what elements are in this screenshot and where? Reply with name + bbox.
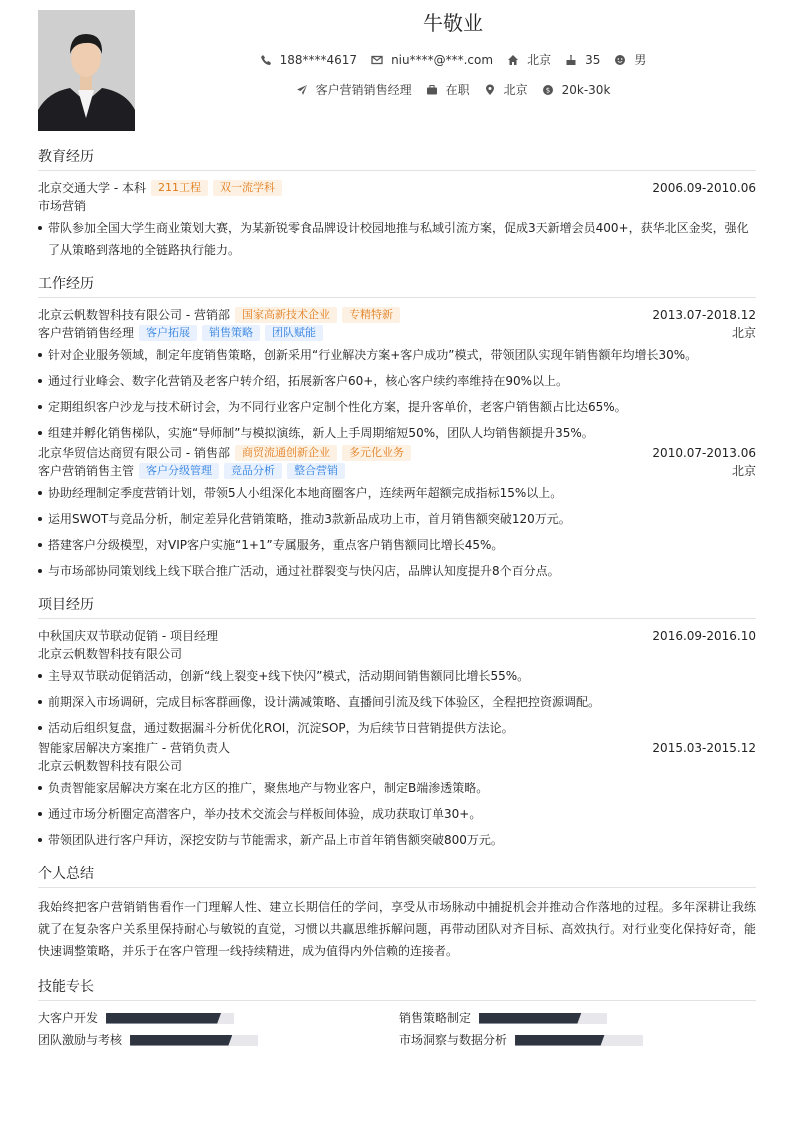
work-entry xyxy=(38,444,756,582)
phone-item xyxy=(260,53,357,67)
list-item: 通过市场分析圈定高潜客户，举办技术交流会与样板间体验，成功获取订单30+。 xyxy=(38,803,756,825)
work-location: 北京 xyxy=(731,326,756,340)
send-icon xyxy=(296,84,308,96)
role-tag: 团队赋能 xyxy=(265,325,323,341)
projects-section xyxy=(38,596,756,851)
list-item: 活动后组织复盘，通过数据漏斗分析优化ROI，沉淀SOP，为后续节日营销提供方法论。 xyxy=(38,717,756,739)
role-tag: 客户分级管理 xyxy=(139,463,219,479)
email-item xyxy=(371,53,493,67)
education-section xyxy=(38,148,756,261)
list-item: 前期深入市场调研，完成目标客群画像，设计满减策略、直播间引流及线下体验区，全程把控资源调配。 xyxy=(38,691,756,713)
section-title-education: 教育经历 xyxy=(38,148,756,171)
company-tag: 多元化业务 xyxy=(342,445,411,461)
role-tag: 整合营销 xyxy=(287,463,345,479)
work-entry xyxy=(38,306,756,444)
company-tag: 商贸流通创新企业 xyxy=(235,445,337,461)
list-item: 带队参加全国大学生商业策划大赛，为某新锐零食品牌设计校园地推与私域引流方案，促成3天新增会员400+，获华北区金奖，强化了从策略到落地的全链路执行能力。 xyxy=(38,217,756,261)
portrait-image xyxy=(38,10,135,131)
project-bullets xyxy=(38,665,756,739)
gender-icon xyxy=(614,54,626,66)
gender-item xyxy=(614,51,646,68)
skill-bar xyxy=(515,1035,643,1046)
skill-name: 销售策略制定 xyxy=(399,1011,472,1025)
list-item: 搭建客户分级模型，对VIP客户实施“1+1”专属服务，重点客户销售额同比增长45%。 xyxy=(38,534,756,556)
school-name: 北京交通大学 - 本科 xyxy=(38,181,146,195)
project-entry xyxy=(38,627,756,739)
gender-text: 男 xyxy=(634,53,647,67)
project-date: 2016.09-2016.10 xyxy=(652,629,756,643)
target-position-text: 客户营销销售经理 xyxy=(315,83,412,97)
candidate-name: 牛敬业 xyxy=(423,11,483,35)
city-item xyxy=(507,51,551,68)
summary-section xyxy=(38,865,756,962)
contact-row xyxy=(150,51,756,68)
skill-bar-fill xyxy=(515,1035,605,1046)
work-bullets xyxy=(38,482,756,582)
company-name: 北京云帆数智科技有限公司 - 营销部 xyxy=(38,308,230,322)
education-entry xyxy=(38,179,756,261)
role-tag: 竞品分析 xyxy=(224,463,282,479)
work-section xyxy=(38,275,756,582)
project-date: 2015.03-2015.12 xyxy=(652,741,756,755)
briefcase-icon xyxy=(426,84,438,96)
education-date: 2006.09-2010.06 xyxy=(652,181,756,195)
skill-bar-fill xyxy=(479,1013,581,1024)
target-position-item xyxy=(296,81,412,98)
skill-bar-fill xyxy=(130,1035,232,1046)
location-icon xyxy=(484,84,496,96)
list-item: 协助经理制定季度营销计划，带领5人小组深化本地商圈客户，连续两年超额完成指标15%以上。 xyxy=(38,482,756,504)
age-text: 35 xyxy=(585,52,601,67)
status-text: 在职 xyxy=(445,83,470,97)
major: 市场营销 xyxy=(38,199,87,213)
skill-bar xyxy=(106,1013,234,1024)
section-title-work: 工作经历 xyxy=(38,275,756,298)
section-title-summary: 个人总结 xyxy=(38,865,756,888)
resume-header xyxy=(38,10,756,132)
email-text: niu****@***.com xyxy=(391,52,494,67)
project-company: 北京云帆数智科技有限公司 xyxy=(38,759,183,773)
skill-bar xyxy=(130,1035,258,1046)
work-location: 北京 xyxy=(731,464,756,478)
phone-icon xyxy=(260,54,272,66)
company-tag: 国家高新技术企业 xyxy=(235,307,337,323)
salary-text: 20k-30k xyxy=(561,82,611,97)
skill-item xyxy=(399,1010,756,1026)
work-bullets xyxy=(38,344,756,444)
project-entry xyxy=(38,739,756,851)
header-info xyxy=(150,10,756,98)
skill-item xyxy=(399,1032,756,1048)
list-item: 与市场部协同策划线上线下联合推广活动，通过社群裂变与快闪店，品牌认知度提升8个百分点。 xyxy=(38,560,756,582)
skill-item xyxy=(38,1032,399,1048)
list-item: 运用SWOT与竞品分析，制定差异化营销策略，推动3款新品成功上市，首月销售额突破120万元。 xyxy=(38,508,756,530)
list-item: 带领团队进行客户拜访，深挖安防与节能需求，新产品上市首年销售额突破800万元。 xyxy=(38,829,756,851)
salary-item xyxy=(542,83,611,97)
summary-text: 我始终把客户营销销售看作一门理解人性、建立长期信任的学问，享受从市场脉动中捕捉机会并推动合作落地的过程。多年深耕让我练就了在复杂客户关系里保持耐心与敏锐的直觉，习惯以共赢思维拆解问题，再带动团队对齐目标、高效执行。对行业变化保持好奇，能快速调整策略，并乐于在客户管理一线持续精进，成为值得内外信赖的连接者。 xyxy=(38,900,756,958)
role-title: 客户营销销售主管 xyxy=(38,464,135,478)
list-item: 负责智能家居解决方案在北方区的推广，聚焦地产与物业客户，制定B端渗透策略。 xyxy=(38,777,756,799)
skill-name: 团队激励与考核 xyxy=(38,1033,123,1047)
role-title: 客户营销销售经理 xyxy=(38,326,135,340)
education-bullets xyxy=(38,217,756,261)
company-tag: 专精特新 xyxy=(342,307,400,323)
phone-text: 188****4617 xyxy=(279,52,358,67)
section-title-skills: 技能专长 xyxy=(38,978,756,1001)
role-tag: 销售策略 xyxy=(202,325,260,341)
list-item: 通过行业峰会、数字化营销及老客户转介绍，拓展新客户60+，核心客户续约率维持在90%以上。 xyxy=(38,370,756,392)
mail-icon xyxy=(371,54,383,66)
school-tag: 双一流学科 xyxy=(213,180,282,196)
school-tag: 211工程 xyxy=(151,180,208,196)
project-bullets xyxy=(38,777,756,851)
cake-icon xyxy=(565,54,577,66)
status-item xyxy=(426,81,470,98)
project-company: 北京云帆数智科技有限公司 xyxy=(38,647,183,661)
work-date: 2013.07-2018.12 xyxy=(652,308,756,322)
skill-bar xyxy=(479,1013,607,1024)
section-title-projects: 项目经历 xyxy=(38,596,756,619)
city-text: 北京 xyxy=(527,53,552,67)
role-tag: 客户拓展 xyxy=(139,325,197,341)
target-city-item xyxy=(484,81,528,98)
job-intent-row xyxy=(150,81,756,98)
skills-section xyxy=(38,978,756,1048)
skill-name: 市场洞察与数据分析 xyxy=(399,1033,508,1047)
company-name: 北京华贸信达商贸有限公司 - 销售部 xyxy=(38,446,230,460)
money-icon xyxy=(542,84,554,96)
home-icon xyxy=(507,54,519,66)
list-item: 主导双节联动促销活动，创新“线上裂变+线下快闪”模式，活动期间销售额同比增长55%。 xyxy=(38,665,756,687)
project-title: 中秋国庆双节联动促销 - 项目经理 xyxy=(38,629,218,643)
skills-grid xyxy=(38,1010,756,1048)
skill-name: 大客户开发 xyxy=(38,1011,99,1025)
target-city-text: 北京 xyxy=(503,83,528,97)
age-item xyxy=(565,53,600,67)
skill-item xyxy=(38,1010,399,1026)
skill-bar-fill xyxy=(106,1013,221,1024)
svg-text:$: $ xyxy=(545,86,550,95)
profile-photo xyxy=(38,10,135,131)
list-item: 针对企业服务领域，制定年度销售策略，创新采用“行业解决方案+客户成功”模式，带领团队实现年销售额年均增长30%。 xyxy=(38,344,756,366)
list-item: 定期组织客户沙龙与技术研讨会，为不同行业客户定制个性化方案，提升客单价，老客户销售额占比达65%。 xyxy=(38,396,756,418)
project-title: 智能家居解决方案推广 - 营销负责人 xyxy=(38,741,230,755)
work-date: 2010.07-2013.06 xyxy=(652,446,756,460)
list-item: 组建并孵化销售梯队，实施“导师制”与模拟演练，新人上手周期缩短50%，团队人均销售额提升35%。 xyxy=(38,422,756,444)
resume-page xyxy=(38,10,756,1048)
